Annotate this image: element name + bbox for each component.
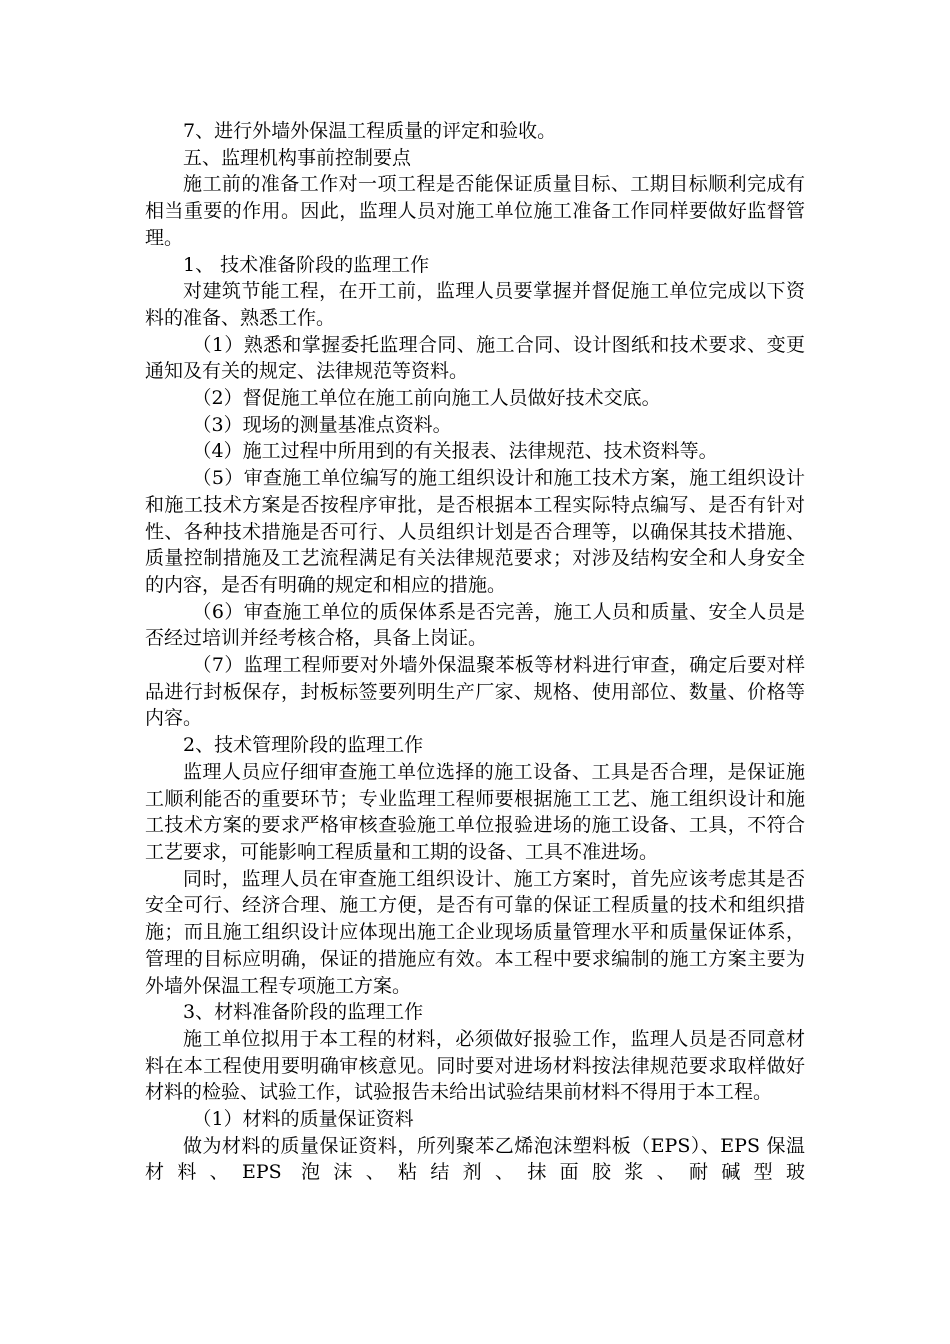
list-item-3: （3）现场的测量基准点资料。 [192,413,452,436]
list-item-5: （5）审查施工单位编写的施工组织设计和施工技术方案，施工组织设计和施工技术方案是否按程序审批，是否根据本工程实际特点编写、是否有针对性、各种技术措施是否可行、人员组织计划是否合理等，以确保其技术措施、质量控制措施及工艺流程满足有关法律规范要求；对涉及结构安全和人身安全的内容，是否有明确的规定和相应的措施。 [145,467,805,596]
subsection-heading-3: 3、材料准备阶段的监理工作 [183,1001,424,1024]
list-item-1: （1）熟悉和掌握委托监理合同、施工合同、设计图纸和技术要求、变更通知及有关的规定、法律规范等资料。 [145,333,805,383]
list-item-4: （4）施工过程中所用到的有关报表、法律规范、技术资料等。 [192,440,718,463]
document-body [145,118,805,1186]
list-item-7: （7）监理工程师要对外墙外保温聚苯板等材料进行审查，确定后要对样品进行封板保存，封板标签要列明生产厂家、规格、使用部位、数量、价格等内容。 [145,654,805,730]
list-item-2: （2）督促施工单位在施工前向施工人员做好技术交底。 [192,387,661,410]
paragraph: 监理人员应仔细审查施工单位选择的施工设备、工具是否合理，是保证施工顺利能否的重要环节；专业监理工程师要根据施工工艺、施工组织设计和施工技术方案的要求严格审核查验施工单位报验进场的施工设备、工具，不符合工艺要求，可能影响工程质量和工期的设备、工具不准进场。 [145,760,805,863]
paragraph: 对建筑节能工程，在开工前，监理人员要掌握并督促施工单位完成以下资料的准备、熟悉工作。 [145,280,805,329]
subsection-heading-1: 1、 技术准备阶段的监理工作 [183,253,430,276]
paragraph: 施工前的准备工作对一项工程是否能保证质量目标、工期目标顺利完成有相当重要的作用。因此，监理人员对施工单位施工准备工作同样要做好监督管理。 [145,173,805,249]
paragraph: 施工单位拟用于本工程的材料，必须做好报验工作，监理人员是否同意材料在本工程使用要明确审核意见。同时要对进场材料按法律规范要求取样做好材料的检验、试验工作，试验报告未给出试验结果前材料不得用于本工程。 [145,1027,805,1104]
paragraph: 同时，监理人员在审查施工组织设计、施工方案时，首先应该考虑其是否安全可行、经济合理、施工方便，是否有可靠的保证工程质量的技术和组织措施；而且施工组织设计应体现出施工企业现场质量管理水平和质量保证体系，管理的目标应明确，保证的措施应有效。本工程中要求编制的施工方案主要为外墙外保温工程专项施工方案。 [145,867,805,997]
paragraph-item-7: 7、进行外墙外保温工程质量的评定和验收。 [183,120,557,142]
paragraph: 做为材料的质量保证资料，所列聚苯乙烯泡沫塑料板（EPS）、EPS 保温材料、EPS 泡沫、粘结剂、抹面胶浆、耐碱型玻 [145,1134,805,1184]
list-item-6: （6）审查施工单位的质保体系是否完善，施工人员和质量、安全人员是否经过培训并经考核合格，具备上岗证。 [145,600,805,650]
list-item-material-1: （1）材料的质量保证资料 [192,1108,414,1131]
section-heading-5: 五、监理机构事前控制要点 [183,146,412,169]
subsection-heading-2: 2、技术管理阶段的监理工作 [183,734,424,757]
